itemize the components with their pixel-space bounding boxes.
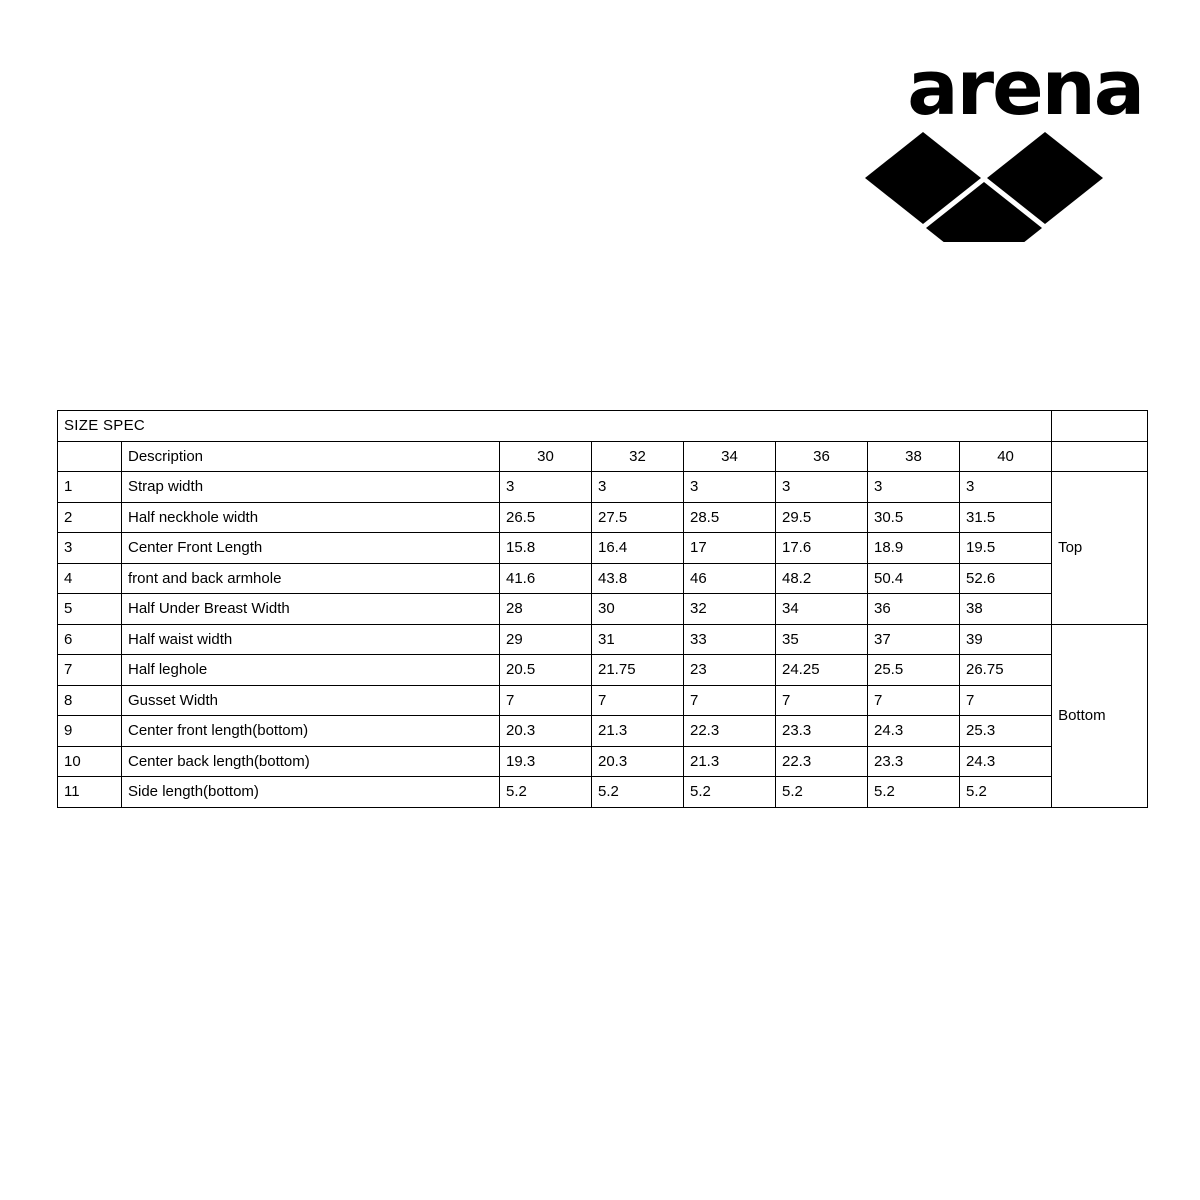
table-row [58, 655, 1148, 686]
row-value: 41.6 [500, 563, 592, 594]
row-value: 3 [776, 472, 868, 503]
row-value: 36 [868, 594, 960, 625]
row-value: 30.5 [868, 502, 960, 533]
row-number: 8 [58, 685, 122, 716]
row-description: Half leghole [122, 655, 500, 686]
row-number: 9 [58, 716, 122, 747]
row-value: 37 [868, 624, 960, 655]
row-value: 23.3 [776, 716, 868, 747]
row-value: 25.3 [960, 716, 1052, 747]
row-value: 24.3 [960, 746, 1052, 777]
row-value: 3 [592, 472, 684, 503]
table-row [58, 502, 1148, 533]
row-description: Half Under Breast Width [122, 594, 500, 625]
row-number: 7 [58, 655, 122, 686]
row-value: 7 [868, 685, 960, 716]
row-description: Strap width [122, 472, 500, 503]
row-description: Side length(bottom) [122, 777, 500, 808]
table-header-row [58, 441, 1148, 472]
table-row [58, 777, 1148, 808]
row-description: Gusset Width [122, 685, 500, 716]
row-number: 3 [58, 533, 122, 564]
row-value: 20.5 [500, 655, 592, 686]
row-number: 2 [58, 502, 122, 533]
row-value: 31.5 [960, 502, 1052, 533]
row-value: 7 [500, 685, 592, 716]
row-value: 31 [592, 624, 684, 655]
row-value: 7 [592, 685, 684, 716]
row-value: 21.75 [592, 655, 684, 686]
row-value: 22.3 [776, 746, 868, 777]
row-value: 19.5 [960, 533, 1052, 564]
row-value: 3 [960, 472, 1052, 503]
header-description: Description [122, 441, 500, 472]
table-row [58, 472, 1148, 503]
row-value: 29 [500, 624, 592, 655]
row-value: 7 [960, 685, 1052, 716]
header-size: 38 [868, 441, 960, 472]
header-row-number [58, 441, 122, 472]
row-value: 25.5 [868, 655, 960, 686]
row-value: 26.75 [960, 655, 1052, 686]
row-value: 16.4 [592, 533, 684, 564]
row-value: 18.9 [868, 533, 960, 564]
table-title-row [58, 411, 1148, 442]
table-row [58, 716, 1148, 747]
group-label: Bottom [1052, 624, 1148, 807]
row-value: 19.3 [500, 746, 592, 777]
row-number: 10 [58, 746, 122, 777]
table-row [58, 563, 1148, 594]
row-number: 11 [58, 777, 122, 808]
row-value: 38 [960, 594, 1052, 625]
row-value: 46 [684, 563, 776, 594]
row-value: 33 [684, 624, 776, 655]
row-value: 43.8 [592, 563, 684, 594]
row-number: 6 [58, 624, 122, 655]
row-value: 29.5 [776, 502, 868, 533]
row-value: 22.3 [684, 716, 776, 747]
row-value: 52.6 [960, 563, 1052, 594]
row-description: Center back length(bottom) [122, 746, 500, 777]
row-description: Center front length(bottom) [122, 716, 500, 747]
row-value: 20.3 [500, 716, 592, 747]
row-value: 28 [500, 594, 592, 625]
header-size: 32 [592, 441, 684, 472]
table-row [58, 624, 1148, 655]
row-value: 20.3 [592, 746, 684, 777]
header-size: 30 [500, 441, 592, 472]
table-row [58, 685, 1148, 716]
row-value: 7 [684, 685, 776, 716]
row-value: 5.2 [500, 777, 592, 808]
group-label: Top [1052, 472, 1148, 625]
row-number: 4 [58, 563, 122, 594]
row-value: 5.2 [868, 777, 960, 808]
row-description: Half neckhole width [122, 502, 500, 533]
row-value: 7 [776, 685, 868, 716]
row-number: 1 [58, 472, 122, 503]
row-value: 28.5 [684, 502, 776, 533]
row-value: 17.6 [776, 533, 868, 564]
size-spec-table [57, 410, 1148, 808]
row-description: Half waist width [122, 624, 500, 655]
row-value: 34 [776, 594, 868, 625]
table-row [58, 594, 1148, 625]
row-value: 15.8 [500, 533, 592, 564]
row-value: 39 [960, 624, 1052, 655]
row-value: 17 [684, 533, 776, 564]
table-title-spacer [1052, 411, 1148, 442]
header-size: 40 [960, 441, 1052, 472]
row-value: 23 [684, 655, 776, 686]
header-size: 36 [776, 441, 868, 472]
row-value: 5.2 [592, 777, 684, 808]
table-row [58, 746, 1148, 777]
header-size: 34 [684, 441, 776, 472]
row-value: 24.3 [868, 716, 960, 747]
size-spec-table-container [57, 410, 1147, 808]
row-value: 5.2 [684, 777, 776, 808]
row-value: 5.2 [776, 777, 868, 808]
row-value: 21.3 [684, 746, 776, 777]
row-value: 35 [776, 624, 868, 655]
row-value: 3 [684, 472, 776, 503]
brand-logo [865, 43, 1145, 250]
row-description: Center Front Length [122, 533, 500, 564]
row-description: front and back armhole [122, 563, 500, 594]
brand-wordmark: arena [907, 43, 1143, 132]
arena-wave-logo-icon [865, 132, 1145, 242]
row-value: 24.25 [776, 655, 868, 686]
header-group-spacer [1052, 441, 1148, 472]
row-value: 26.5 [500, 502, 592, 533]
row-value: 21.3 [592, 716, 684, 747]
row-value: 23.3 [868, 746, 960, 777]
table-title: SIZE SPEC [58, 411, 1052, 442]
row-value: 5.2 [960, 777, 1052, 808]
row-value: 3 [500, 472, 592, 503]
row-value: 50.4 [868, 563, 960, 594]
row-value: 27.5 [592, 502, 684, 533]
row-number: 5 [58, 594, 122, 625]
row-value: 32 [684, 594, 776, 625]
row-value: 3 [868, 472, 960, 503]
row-value: 48.2 [776, 563, 868, 594]
table-row [58, 533, 1148, 564]
row-value: 30 [592, 594, 684, 625]
